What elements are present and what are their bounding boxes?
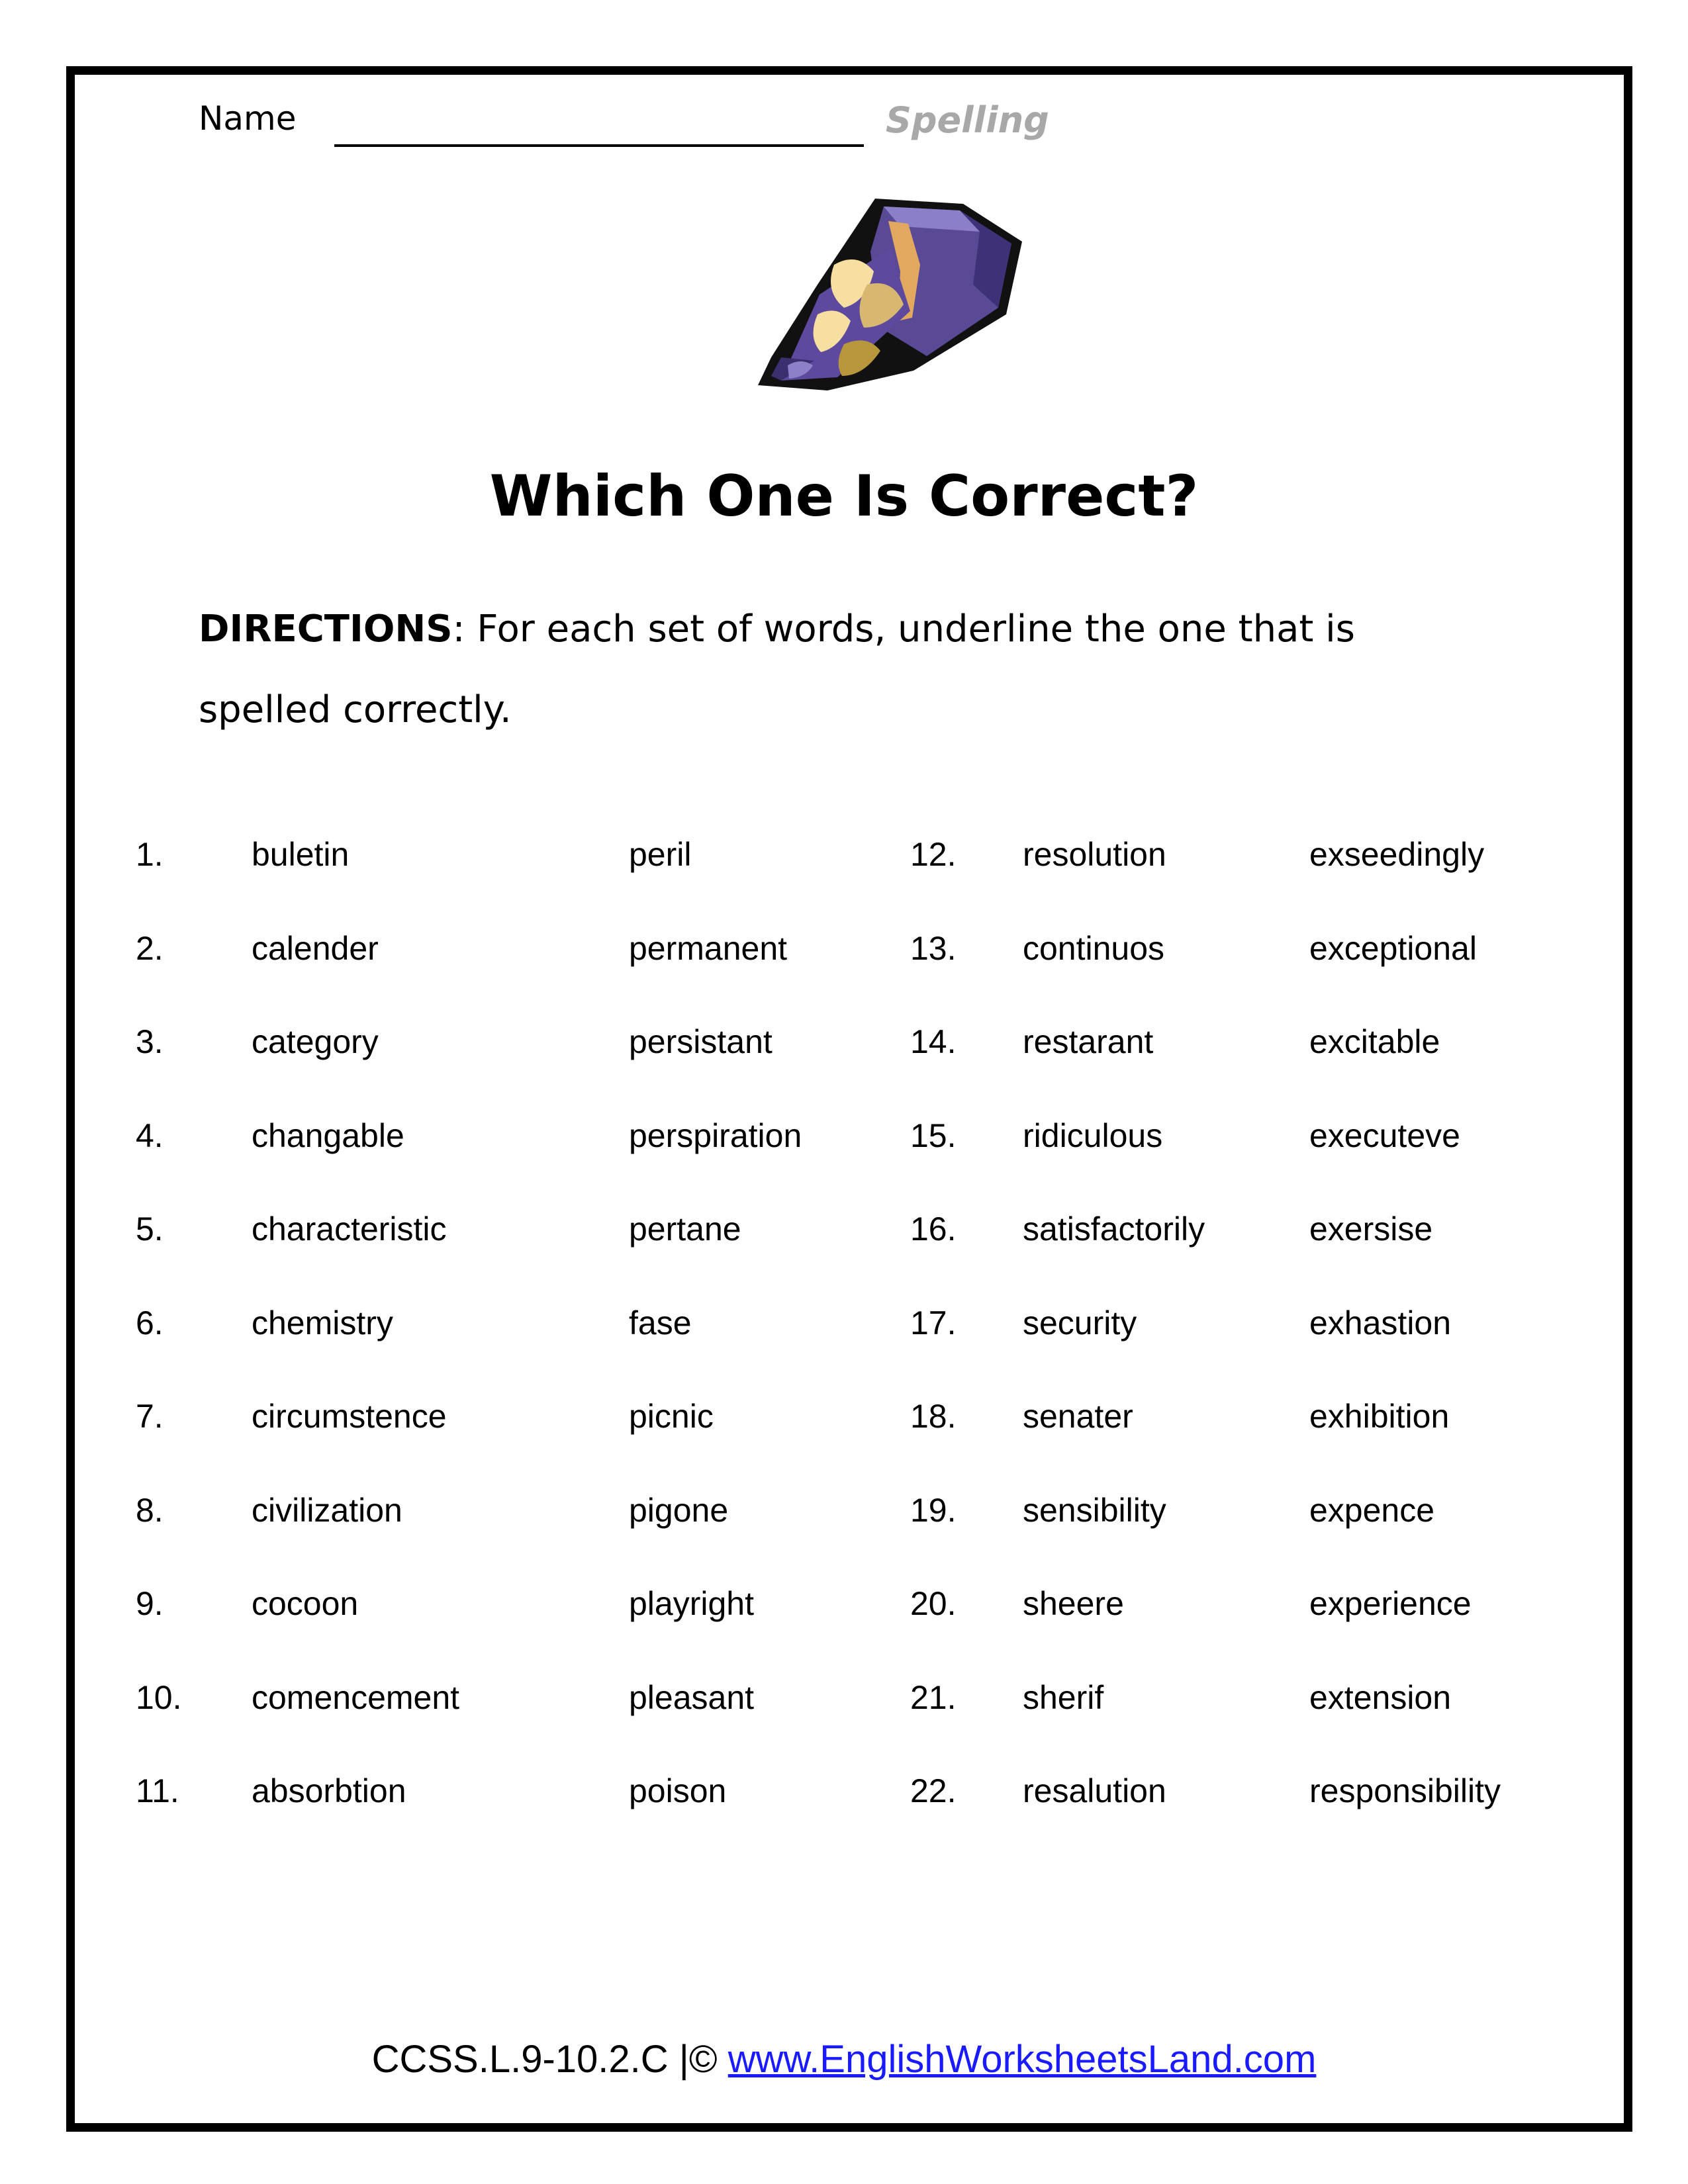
word-choice[interactable]: fase	[629, 1304, 692, 1342]
word-choice[interactable]: sherif	[1023, 1678, 1104, 1716]
word-choice[interactable]: sheere	[1023, 1585, 1124, 1622]
directions-label: DIRECTIONS	[199, 608, 453, 651]
item-number: 21.	[910, 1678, 957, 1716]
pencil-icon	[702, 179, 1033, 397]
word-choice[interactable]: executeve	[1309, 1116, 1460, 1154]
word-choice[interactable]: circumstence	[252, 1398, 447, 1435]
item-number: 12.	[910, 836, 957, 873]
word-choice[interactable]: permanent	[629, 929, 788, 967]
word-choice[interactable]: responsibility	[1309, 1772, 1501, 1809]
footer-standard: CCSS.L.9-10.2.C |©	[371, 2038, 728, 2081]
page-title: Which One Is Correct?	[489, 463, 1199, 529]
word-choice[interactable]: continuos	[1023, 929, 1165, 967]
item-number: 17.	[910, 1304, 957, 1342]
word-choice[interactable]: changable	[252, 1116, 404, 1154]
item-number: 2.	[136, 929, 164, 967]
word-choice[interactable]: experience	[1309, 1585, 1472, 1622]
word-choice[interactable]: cocoon	[252, 1585, 359, 1622]
item-number: 6.	[136, 1304, 164, 1342]
item-number: 8.	[136, 1491, 164, 1529]
item-number: 1.	[136, 836, 164, 873]
word-choice[interactable]: ridiculous	[1023, 1116, 1163, 1154]
word-choice[interactable]: calender	[252, 929, 379, 967]
word-choice[interactable]: persistant	[629, 1023, 773, 1060]
item-number: 19.	[910, 1491, 957, 1529]
item-number: 18.	[910, 1398, 957, 1435]
word-choice[interactable]: expence	[1309, 1491, 1435, 1529]
word-choice[interactable]: sensibility	[1023, 1491, 1166, 1529]
word-choice[interactable]: restarant	[1023, 1023, 1154, 1060]
word-choice[interactable]: characteristic	[252, 1210, 447, 1248]
word-choice[interactable]: exceptional	[1309, 929, 1477, 967]
directions	[199, 589, 1496, 751]
word-choice[interactable]: pleasant	[629, 1678, 755, 1716]
word-choice[interactable]: picnic	[629, 1398, 714, 1435]
item-number: 4.	[136, 1116, 164, 1154]
word-choice[interactable]: exseedingly	[1309, 836, 1485, 873]
word-choice[interactable]: satisfactorily	[1023, 1210, 1205, 1248]
word-choice[interactable]: exhastion	[1309, 1304, 1452, 1342]
word-choice[interactable]: poison	[629, 1772, 727, 1809]
word-choice[interactable]: extension	[1309, 1678, 1452, 1716]
item-number: 20.	[910, 1585, 957, 1622]
word-choice[interactable]: playright	[629, 1585, 754, 1622]
word-choice[interactable]: peril	[629, 836, 692, 873]
item-number: 9.	[136, 1585, 164, 1622]
directions-text: : For each set of words, underline the one that is spelled correctly.	[199, 608, 1355, 731]
item-number: 14.	[910, 1023, 957, 1060]
item-number: 16.	[910, 1210, 957, 1248]
footer-link[interactable]: www.EnglishWorksheetsLand.com	[727, 2038, 1317, 2081]
item-number: 10.	[136, 1678, 182, 1716]
word-choice[interactable]: resalution	[1023, 1772, 1166, 1809]
word-choice[interactable]: senater	[1023, 1398, 1133, 1435]
word-choice[interactable]: category	[252, 1023, 379, 1060]
word-choice[interactable]: absorbtion	[252, 1772, 406, 1809]
item-number: 22.	[910, 1772, 957, 1809]
word-choice[interactable]: excitable	[1309, 1023, 1440, 1060]
name-label: Name	[199, 99, 297, 138]
item-number: 5.	[136, 1210, 164, 1248]
item-number: 7.	[136, 1398, 164, 1435]
footer	[0, 2037, 1688, 2081]
word-choice[interactable]: civilization	[252, 1491, 402, 1529]
word-choice[interactable]: chemistry	[252, 1304, 393, 1342]
word-choice[interactable]: pertane	[629, 1210, 741, 1248]
subject-label: Spelling	[886, 99, 1049, 141]
item-number: 3.	[136, 1023, 164, 1060]
word-choice[interactable]: buletin	[252, 836, 350, 873]
item-number: 15.	[910, 1116, 957, 1154]
word-choice[interactable]: pigone	[629, 1491, 729, 1529]
item-number: 13.	[910, 929, 957, 967]
word-choice[interactable]: resolution	[1023, 836, 1166, 873]
word-choice[interactable]: exhibition	[1309, 1398, 1450, 1435]
word-choice[interactable]: exersise	[1309, 1210, 1433, 1248]
word-choice[interactable]: security	[1023, 1304, 1137, 1342]
word-choice[interactable]: perspiration	[629, 1116, 802, 1154]
word-choice[interactable]: comencement	[252, 1678, 460, 1716]
item-number: 11.	[136, 1772, 179, 1809]
name-input-line[interactable]	[334, 144, 864, 147]
